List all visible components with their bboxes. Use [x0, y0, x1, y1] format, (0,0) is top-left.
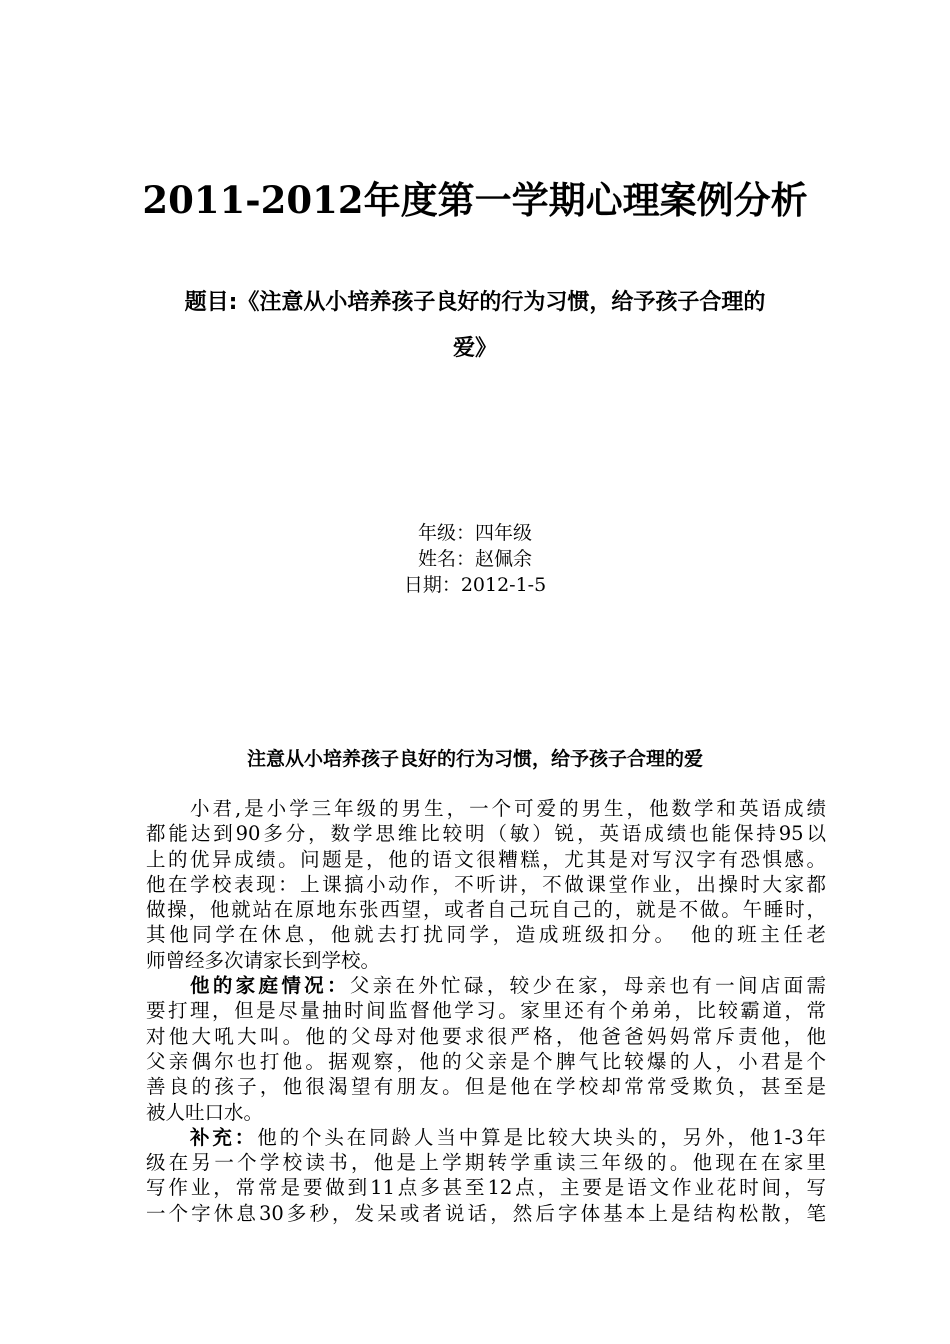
paragraph-2-first-text: 父亲在外忙碌，较少在家，母亲也有一间店面需	[349, 974, 826, 998]
supplement-label: 补充：	[190, 1125, 258, 1149]
essay-body	[146, 796, 826, 1226]
paragraph-3-line: 级在另一个学校读书，他是上学期转学重读三年级的。他现在在家里	[146, 1151, 826, 1175]
paragraph-3-first-text: 他的个头在同龄人当中算是比较大块头的，另外，他1-3年	[257, 1125, 826, 1149]
paragraph-2-line: 对他大吼大叫。他的父母对他要求很严格，他爸爸妈妈常斥责他，他	[146, 1024, 826, 1048]
name-text: 姓名：赵佩余	[417, 548, 532, 570]
paragraph-3-line: 一个字休息30多秒，发呆或者说话，然后字体基本上是结构松散，笔	[146, 1201, 826, 1225]
paragraph-1-line: 小君,是小学三年级的男生，一个可爱的男生，他数学和英语成绩	[190, 797, 826, 820]
paragraph-1-line: 都能达到90多分，数学思维比较明（敏）锐，英语成绩也能保持95以	[146, 822, 826, 846]
paragraph-2-line: 父亲偶尔也打他。据观察，他的父亲是个脾气比较爆的人，小君是个	[146, 1049, 826, 1073]
paragraph-1-line: 做操，他就站在原地东张西望，或者自己玩自己的，就是不做。午睡时，	[146, 898, 826, 922]
date-text: 日期：2012-1-5	[403, 574, 547, 596]
paragraph-2-first-line	[146, 973, 826, 998]
meta-info	[0, 520, 950, 598]
paragraph-3-line: 写作业，常常是要做到11点多甚至12点，主要是语文作业花时间，写	[146, 1176, 826, 1200]
family-situation-label: 他的家庭情况：	[190, 974, 350, 998]
paragraph-2-line: 善良的孩子，他很渴望有朋友。但是他在学校却常常受欺负，甚至是	[146, 1075, 826, 1099]
subject-line-1: 题目:《注意从小培养孩子良好的行为习惯，给予孩子合理的	[184, 290, 766, 315]
subject-heading	[140, 280, 810, 372]
paragraph-2-line: 要打理，但是尽量抽时间监督他学习。家里还有个弟弟，比较霸道，常	[146, 999, 826, 1023]
paragraph-1-line: 上的优异成绩。问题是，他的语文很糟糕，尤其是对写汉字有恐惧感。	[146, 847, 826, 871]
subject-line-2: 爱》	[452, 336, 497, 361]
paragraph-1-line: 其他同学在休息，他就去打扰同学，造成班级扣分。 他的班主任老	[146, 923, 826, 947]
main-title: 2011-2012年度第一学期心理案例分析	[142, 178, 808, 222]
paragraph-1-line: 师曾经多次请家长到学校。	[146, 948, 381, 972]
paragraph-1-line: 他在学校表现：上课搞小动作，不听讲，不做课堂作业，出操时大家都	[146, 872, 826, 896]
paragraph-3-first-line	[146, 1125, 826, 1150]
essay-title: 注意从小培养孩子良好的行为习惯，给予孩子合理的爱	[246, 748, 703, 770]
paragraph-2-line: 被人吐口水。	[146, 1100, 264, 1124]
grade-text: 年级：四年级	[417, 522, 532, 544]
